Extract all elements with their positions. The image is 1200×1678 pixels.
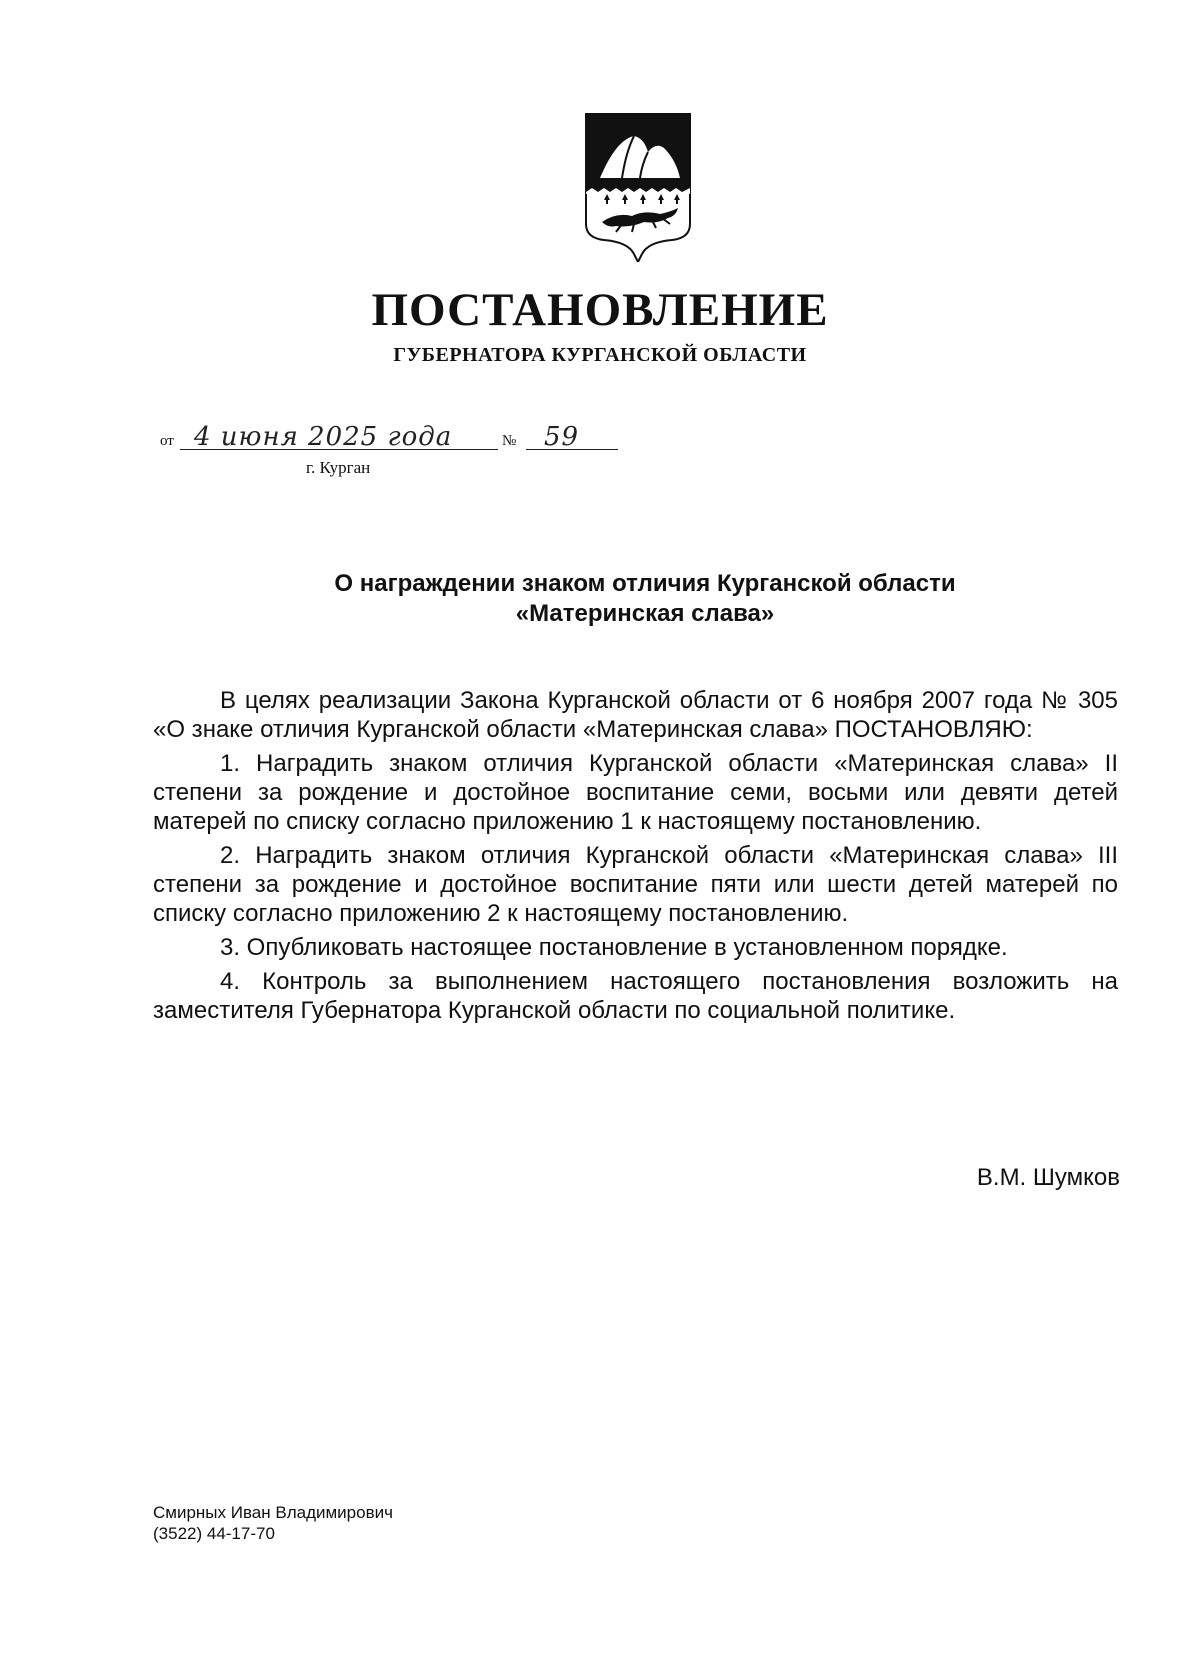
from-label: от — [160, 433, 174, 449]
city-label: г. Курган — [306, 458, 371, 477]
heading-line-1: О награждении знаком отличия Курганской области — [334, 570, 956, 597]
number-label: № — [502, 433, 517, 449]
executor-block — [153, 1502, 393, 1544]
date-handwritten: 4 июня 2025 года — [194, 422, 453, 452]
executor-phone: (3522) 44-17-70 — [153, 1524, 275, 1543]
executor-name: Смирных Иван Владимирович — [153, 1503, 393, 1522]
date-number-row — [160, 418, 680, 458]
body-item: 3. Опубликовать настоящее постановление в установленном порядке. — [220, 934, 1008, 961]
body-item: 1. Наградить знаком отличия Курганской области «Материнская слава» II степени за рождение и достойное воспитание семи, восьми или девяти детей матерей по списку согласно приложению 1 к настоящему постановлению. — [153, 750, 1118, 835]
number-handwritten: 59 — [544, 422, 580, 452]
kurgan-coat-of-arms-icon — [582, 112, 694, 262]
document-body — [153, 686, 1118, 1030]
body-item: 2. Наградить знаком отличия Курганской области «Материнская слава» III степени за рождение и достойное воспитание пяти или шести детей матерей по списку согласно приложению 2 к настоящему постановлению. — [153, 842, 1118, 927]
preamble-paragraph: В целях реализации Закона Курганской области от 6 ноября 2007 года № 305 «О знаке отличия Курганской области «Материнская слава» ПОСТАНОВЛЯЮ: — [153, 687, 1118, 743]
document-heading — [0, 569, 1200, 629]
body-item: 4. Контроль за выполнением настоящего постановления возложить на заместителя Губернатора Курганской области по социальной политике. — [153, 968, 1118, 1024]
signature-name: В.М. Шумков — [976, 1164, 1120, 1191]
document-subtitle: ГУБЕРНАТОРА КУРГАНСКОЙ ОБЛАСТИ — [393, 344, 807, 366]
document-title: ПОСТАНОВЛЕНИЕ — [371, 284, 829, 336]
heading-line-2: «Материнская слава» — [515, 600, 775, 627]
